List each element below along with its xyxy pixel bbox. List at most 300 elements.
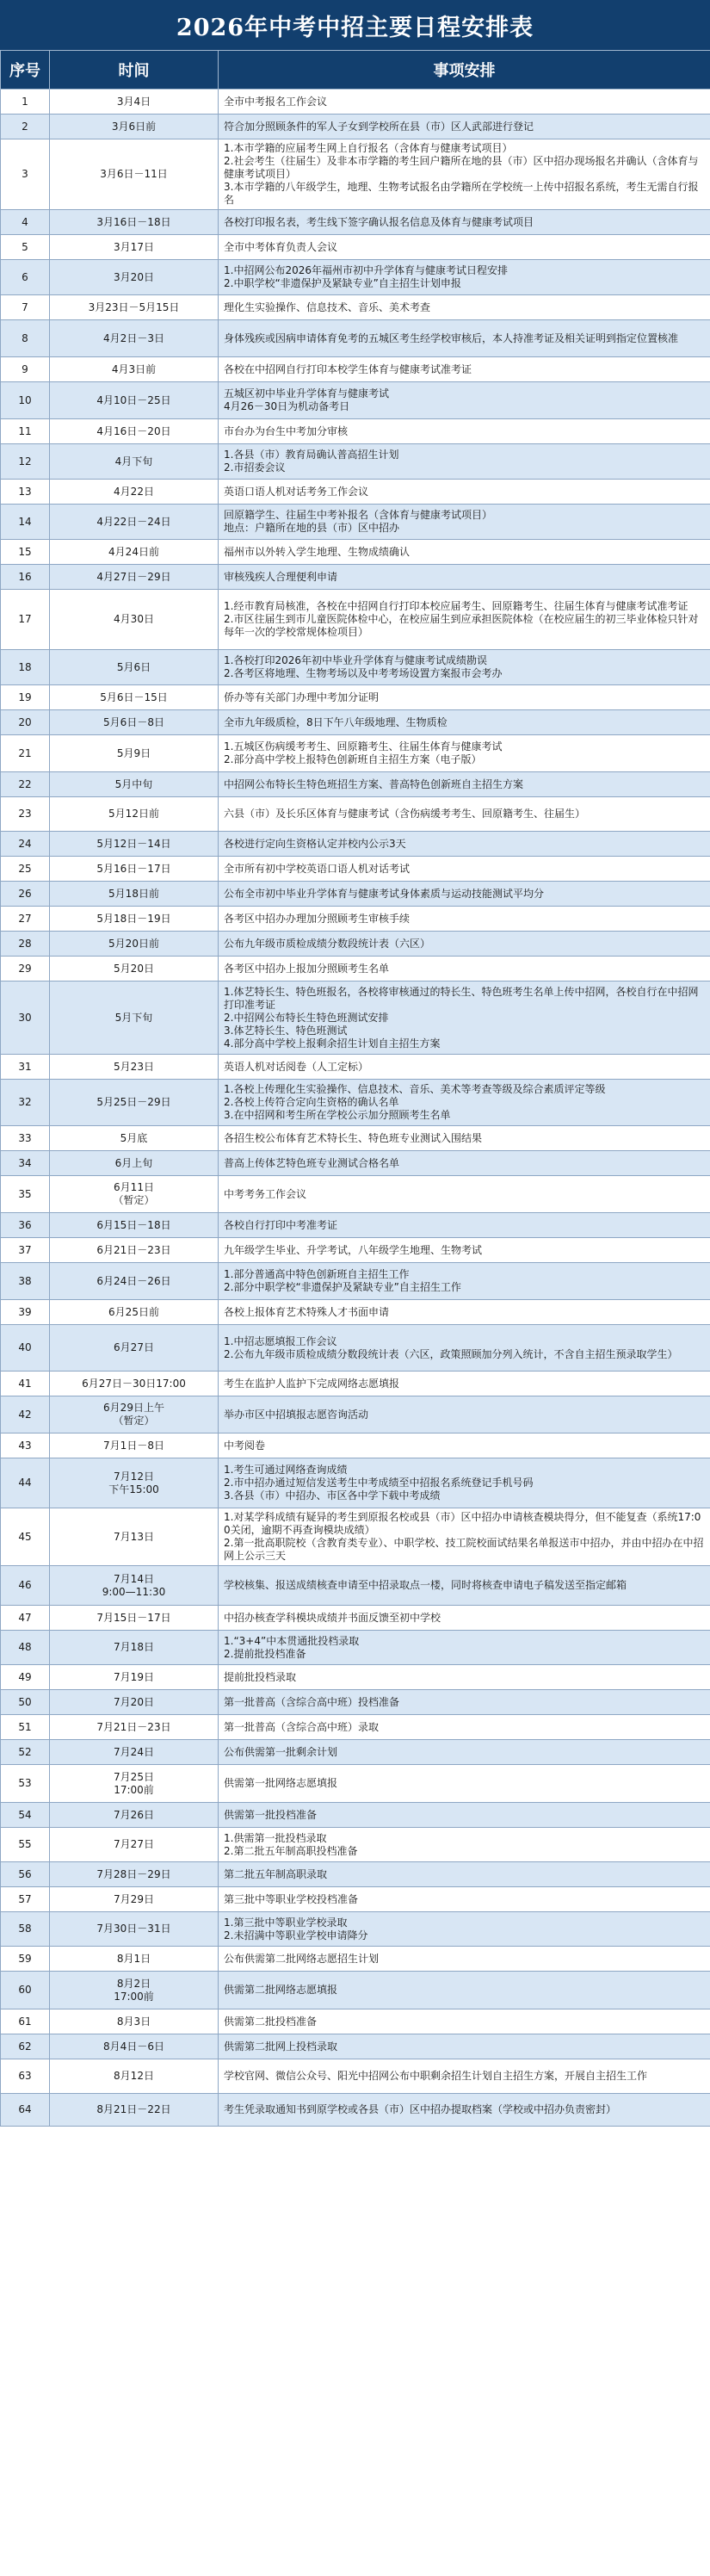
item-line: 2.第一批高职院校（含教育类专业）、中职学校、技工院校面试结果名单报送市中招办，并由中招办在中招网上公示三天 <box>224 1537 704 1562</box>
table-row <box>1 957 710 981</box>
time-line: 17:00前 <box>114 1783 154 1796</box>
row-time <box>50 480 219 505</box>
row-item <box>219 1972 710 2009</box>
item-line: 2.提前批投档准备 <box>224 1647 306 1660</box>
row-item <box>219 139 710 210</box>
time-line: 5月18日－19日 <box>96 912 171 925</box>
row-number: 29 <box>1 957 50 981</box>
table-row <box>1 2059 710 2094</box>
row-item <box>219 320 710 357</box>
item-line: 1.对某学科成绩有疑异的考生到原报名校或县（市）区中招办申请核查模块得分，但不能复查（系统17:00关闭，逾期不再查询模块成绩） <box>224 1511 701 1536</box>
row-number: 39 <box>1 1300 50 1325</box>
row-time <box>50 565 219 590</box>
row-time <box>50 295 219 320</box>
row-number: 17 <box>1 590 50 650</box>
row-item <box>219 357 710 382</box>
row-number: 53 <box>1 1765 50 1803</box>
table-row <box>1 382 710 419</box>
row-time <box>50 685 219 710</box>
row-item <box>219 565 710 590</box>
table-row <box>1 772 710 797</box>
row-time <box>50 857 219 882</box>
item-line: 各招生校公布体育艺术特长生、特色班专业测试入围结果 <box>224 1131 483 1144</box>
row-item <box>219 1803 710 1828</box>
item-line: 2.部分中职学校“非遗保护及紧缺专业”自主招生工作 <box>224 1281 461 1293</box>
time-line: 7月19日 <box>114 1670 154 1683</box>
row-time <box>50 1803 219 1828</box>
time-line: 4月2日－3日 <box>103 331 164 344</box>
row-item <box>219 1263 710 1300</box>
table-row <box>1 1803 710 1828</box>
row-time <box>50 90 219 115</box>
row-item <box>219 90 710 115</box>
row-time <box>50 1715 219 1740</box>
row-time <box>50 1690 219 1715</box>
row-time <box>50 1176 219 1213</box>
row-time <box>50 1055 219 1080</box>
time-line: 5月底 <box>120 1131 148 1144</box>
row-item <box>219 907 710 932</box>
row-number: 12 <box>1 444 50 480</box>
row-time <box>50 1126 219 1151</box>
time-line: 8月2日 <box>116 1977 151 1990</box>
table-row <box>1 357 710 382</box>
row-item <box>219 444 710 480</box>
table-row <box>1 1740 710 1765</box>
item-line: 公布全市初中毕业升学体育与健康考试身体素质与运动技能测试平均分 <box>224 887 545 900</box>
time-line: 4月27日－29日 <box>96 570 171 583</box>
time-line: 5月25日－29日 <box>96 1096 171 1108</box>
time-line: 7月30日－31日 <box>96 1923 171 1935</box>
time-line: 5月20日 <box>114 962 154 975</box>
row-item <box>219 480 710 505</box>
row-item <box>219 1325 710 1372</box>
row-time <box>50 735 219 772</box>
row-time <box>50 650 219 685</box>
row-number: 3 <box>1 139 50 210</box>
page-title: 2026年中考中招主要日程安排表 <box>0 0 710 50</box>
item-line: 4月26－30日为机动备考日 <box>224 400 350 412</box>
table-row <box>1 710 710 735</box>
row-item <box>219 1396 710 1434</box>
table-row <box>1 295 710 320</box>
table-row <box>1 1080 710 1126</box>
row-time <box>50 1665 219 1690</box>
item-line: 公布供需第二批网络志愿招生计划 <box>224 1952 380 1965</box>
item-line: 1.考生可通过网络查询成绩 <box>224 1464 348 1476</box>
item-line: 1.各校打印2026年初中毕业升学体育与健康考试成绩勘误 <box>224 654 487 666</box>
row-number: 25 <box>1 857 50 882</box>
row-item <box>219 1372 710 1396</box>
item-line: 中招办核查学科模块成绩并书面反馈至初中学校 <box>224 1611 441 1624</box>
row-item <box>219 115 710 139</box>
row-number: 13 <box>1 480 50 505</box>
row-number: 51 <box>1 1715 50 1740</box>
time-line: 17:00前 <box>114 1990 154 2003</box>
item-line: 各校自行打印中考准考证 <box>224 1218 338 1231</box>
row-item <box>219 1055 710 1080</box>
table-row <box>1 2034 710 2059</box>
item-line: 1.各县（市）教育局确认普高招生计划 <box>224 449 399 461</box>
item-line: 公布九年级市质检成绩分数段统计表（六区） <box>224 937 431 950</box>
row-item <box>219 685 710 710</box>
time-line: 7月24日 <box>114 1745 154 1758</box>
table-body <box>1 90 710 2127</box>
item-line: 中招网公布特长生特色班招生方案、普高特色创新班自主招生方案 <box>224 777 524 790</box>
item-line: 审核残疾人合理便利申请 <box>224 570 338 583</box>
table-row <box>1 1055 710 1080</box>
row-number: 55 <box>1 1828 50 1862</box>
item-line: 第一批普高（含综合高中班）投档准备 <box>224 1695 400 1708</box>
table-row <box>1 1151 710 1176</box>
table-row <box>1 1508 710 1566</box>
table-row <box>1 1862 710 1887</box>
row-number: 64 <box>1 2094 50 2127</box>
time-line: 5月6日－15日 <box>100 690 168 703</box>
item-line: 六县（市）及长乐区体育与健康考试（含伤病缓考考生、回原籍考生、往届生） <box>224 808 586 820</box>
row-time <box>50 1508 219 1566</box>
item-line: 全市九年级质检，8日下午八年级地理、生物质检 <box>224 715 448 728</box>
item-line: 2.第二批五年制高职投档准备 <box>224 1844 358 1857</box>
row-number: 15 <box>1 540 50 565</box>
time-line: 7月18日 <box>114 1641 154 1653</box>
row-time <box>50 115 219 139</box>
row-item <box>219 210 710 235</box>
row-number: 37 <box>1 1238 50 1263</box>
row-item <box>219 772 710 797</box>
table-row <box>1 565 710 590</box>
row-number: 26 <box>1 882 50 907</box>
item-line: 中考阅卷 <box>224 1439 266 1452</box>
table-row <box>1 857 710 882</box>
table-row <box>1 320 710 357</box>
table-row <box>1 1566 710 1606</box>
row-item <box>219 1508 710 1566</box>
time-line: 9:00—11:30 <box>102 1585 166 1598</box>
row-number: 10 <box>1 382 50 419</box>
item-line: 4.部分高中学校上报剩余招生计划自主招生方案 <box>224 1037 441 1050</box>
row-number: 59 <box>1 1947 50 1972</box>
row-time <box>50 1300 219 1325</box>
row-number: 24 <box>1 832 50 857</box>
table-row <box>1 832 710 857</box>
time-line: 4月16日－20日 <box>96 424 171 437</box>
item-line: 全市中考报名工作会议 <box>224 95 328 108</box>
item-line: 考生凭录取通知书到原学校或各县（市）区中招办提取档案（学校或中招办负责密封） <box>224 2103 617 2115</box>
row-item <box>219 710 710 735</box>
row-item <box>219 797 710 832</box>
table-row <box>1 2094 710 2127</box>
row-time <box>50 1947 219 1972</box>
header-no: 序号 <box>1 51 50 90</box>
row-number: 23 <box>1 797 50 832</box>
item-line: 全市中考体育负责人会议 <box>224 240 338 253</box>
row-number: 4 <box>1 210 50 235</box>
item-line: 回原籍学生、往届生中考补报名（含体育与健康考试项目） <box>224 509 493 521</box>
row-number: 36 <box>1 1213 50 1238</box>
row-item <box>219 1606 710 1631</box>
row-number: 41 <box>1 1372 50 1396</box>
item-line: 各校上报体育艺术特殊人才书面申请 <box>224 1305 390 1318</box>
item-line: 身体残疾或因病申请体育免考的五城区考生经学校审核后，本人持准考证及相关证明到指定位置核准 <box>224 331 679 344</box>
row-number: 57 <box>1 1887 50 1912</box>
row-item <box>219 1238 710 1263</box>
time-line: 3月16日－18日 <box>96 215 171 228</box>
row-number: 62 <box>1 2034 50 2059</box>
item-line: 英语口语人机对话考务工作会议 <box>224 485 369 498</box>
item-line: 2.部分高中学校上报特色创新班自主招生方案（电子版） <box>224 753 482 765</box>
item-line: 第一批普高（含综合高中班）录取 <box>224 1720 380 1733</box>
table-row <box>1 1176 710 1213</box>
table-row <box>1 685 710 710</box>
time-line: 5月9日 <box>116 746 151 759</box>
time-line: 4月10日－25日 <box>96 393 171 406</box>
row-number: 48 <box>1 1631 50 1665</box>
row-number: 28 <box>1 932 50 957</box>
row-item <box>219 590 710 650</box>
time-line: 4月30日 <box>114 613 154 625</box>
time-line: 5月23日 <box>114 1060 154 1073</box>
table-row <box>1 1606 710 1631</box>
item-line: 各校在中招网自行打印本校学生体育与健康考试准考证 <box>224 362 472 375</box>
table-row <box>1 1887 710 1912</box>
row-number: 45 <box>1 1508 50 1566</box>
time-line: 8月1日 <box>116 1952 151 1965</box>
row-number: 40 <box>1 1325 50 1372</box>
row-item <box>219 735 710 772</box>
time-line: 7月15日－17日 <box>96 1611 171 1624</box>
table-row <box>1 1690 710 1715</box>
table-row <box>1 1458 710 1508</box>
item-line: 1.中招志愿填报工作会议 <box>224 1334 337 1347</box>
item-line: 1.供需第一批投档录取 <box>224 1831 327 1844</box>
row-time <box>50 1887 219 1912</box>
row-time <box>50 957 219 981</box>
row-item <box>219 650 710 685</box>
table-row <box>1 540 710 565</box>
item-line: 2.市招委会议 <box>224 461 286 474</box>
time-line: 6月15日－18日 <box>96 1218 171 1231</box>
row-number: 56 <box>1 1862 50 1887</box>
row-item <box>219 382 710 419</box>
item-line: 理化生实验操作、信息技术、音乐、美术考查 <box>224 300 431 313</box>
table-row <box>1 1912 710 1947</box>
row-item <box>219 1740 710 1765</box>
item-line: 供需第一批投档准备 <box>224 1808 318 1821</box>
row-time <box>50 1740 219 1765</box>
time-line: 5月6日 <box>116 660 151 673</box>
row-item <box>219 981 710 1055</box>
row-item <box>219 1566 710 1606</box>
item-line: 2.各考区将地理、生物考场以及中考考场设置方案报市会考办 <box>224 667 503 679</box>
time-line: （暂定） <box>113 1194 155 1206</box>
item-line: 1.五城区伤病缓考考生、回原籍考生、往届生体育与健康考试 <box>224 740 503 752</box>
time-line: 6月29日上午 <box>103 1402 164 1414</box>
item-line: 1.中招网公布2026年福州市初中升学体育与健康考试日程安排 <box>224 264 508 276</box>
row-time <box>50 832 219 857</box>
row-time <box>50 1151 219 1176</box>
item-line: 1.部分普通高中特色创新班自主招生工作 <box>224 1268 410 1280</box>
time-line: 4月下旬 <box>114 455 153 468</box>
row-time <box>50 357 219 382</box>
item-line: 3.体艺特长生、特色班测试 <box>224 1024 348 1037</box>
table-row <box>1 1434 710 1458</box>
item-line: 1.各校上传理化生实验操作、信息技术、音乐、美术等考查等级及综合素质评定等级 <box>224 1083 606 1095</box>
row-number: 2 <box>1 115 50 139</box>
row-time <box>50 1765 219 1803</box>
table-row <box>1 210 710 235</box>
row-number: 33 <box>1 1126 50 1151</box>
row-time <box>50 1828 219 1862</box>
item-line: 1.第三批中等职业学校录取 <box>224 1916 348 1929</box>
table-row <box>1 505 710 540</box>
row-number: 44 <box>1 1458 50 1508</box>
row-item <box>219 2009 710 2034</box>
item-line: 2.社会考生（往届生）及非本市学籍的考生回户籍所在地的县（市）区中招办现场报名并确认（含体育与健康考试项目） <box>224 155 699 180</box>
row-time <box>50 1325 219 1372</box>
time-line: 6月11日 <box>114 1181 154 1193</box>
row-number: 19 <box>1 685 50 710</box>
row-time <box>50 1458 219 1508</box>
item-line: 地点：户籍所在地的县（市）区中招办 <box>224 522 400 534</box>
row-time <box>50 505 219 540</box>
time-line: 7月28日－29日 <box>96 1867 171 1880</box>
row-item <box>219 419 710 444</box>
row-number: 27 <box>1 907 50 932</box>
table-row <box>1 797 710 832</box>
row-item <box>219 1176 710 1213</box>
row-number: 49 <box>1 1665 50 1690</box>
item-line: 供需第二批投档准备 <box>224 2015 318 2028</box>
time-line: 6月27日－30日17:00 <box>82 1377 186 1390</box>
row-time <box>50 882 219 907</box>
item-line: 侨办等有关部门办理中考加分证明 <box>224 690 380 703</box>
row-item <box>219 1300 710 1325</box>
row-time <box>50 1912 219 1947</box>
row-number: 38 <box>1 1263 50 1300</box>
time-line: 8月3日 <box>116 2015 151 2028</box>
item-line: 五城区初中毕业升学体育与健康考试 <box>224 387 390 399</box>
table-row <box>1 1715 710 1740</box>
row-number: 21 <box>1 735 50 772</box>
time-line: 3月6日前 <box>111 120 157 133</box>
row-time <box>50 1396 219 1434</box>
row-number: 32 <box>1 1080 50 1126</box>
time-line: 6月25日前 <box>108 1305 159 1318</box>
table-row <box>1 650 710 685</box>
row-item <box>219 1690 710 1715</box>
table-header-row <box>1 51 710 90</box>
row-item <box>219 1631 710 1665</box>
row-time <box>50 419 219 444</box>
time-line: 5月16日－17日 <box>96 862 171 875</box>
row-item <box>219 1862 710 1887</box>
row-item <box>219 2059 710 2094</box>
item-line: 符合加分照顾条件的军人子女到学校所在县（市）区人武部进行登记 <box>224 120 534 133</box>
time-line: 7月14日 <box>114 1572 154 1585</box>
item-line: 3.在中招网和考生所在学校公示加分照顾考生名单 <box>224 1109 451 1121</box>
row-item <box>219 857 710 882</box>
row-time <box>50 772 219 797</box>
item-line: 公布供需第一批剩余计划 <box>224 1745 338 1758</box>
row-item <box>219 1080 710 1126</box>
row-item <box>219 1887 710 1912</box>
time-line: 7月1日－8日 <box>103 1439 164 1452</box>
row-number: 20 <box>1 710 50 735</box>
item-line: 各考区中招办上报加分照顾考生名单 <box>224 962 390 975</box>
time-line: 4月22日 <box>114 485 154 498</box>
table-row <box>1 139 710 210</box>
item-line: 福州市以外转入学生地理、生物成绩确认 <box>224 545 411 558</box>
time-line: 7月25日 <box>114 1770 154 1783</box>
row-time <box>50 320 219 357</box>
row-number: 11 <box>1 419 50 444</box>
time-line: 8月4日－6日 <box>103 2040 164 2053</box>
item-line: 各考区中招办办理加分照顾考生审核手续 <box>224 912 411 925</box>
item-line: 1.体艺特长生、特色班报名，各校将审核通过的特长生、特色班考生名单上传中招网，各校自行在中招网打印准考证 <box>224 985 699 1011</box>
table-row <box>1 1828 710 1862</box>
time-line: 3月23日－5月15日 <box>88 300 180 313</box>
row-item <box>219 1458 710 1508</box>
row-item <box>219 957 710 981</box>
row-number: 7 <box>1 295 50 320</box>
time-line: 6月上旬 <box>114 1156 153 1169</box>
row-number: 16 <box>1 565 50 590</box>
time-line: 5月6日－8日 <box>103 715 164 728</box>
row-item <box>219 932 710 957</box>
table-row <box>1 1238 710 1263</box>
row-item <box>219 1912 710 1947</box>
row-number: 6 <box>1 260 50 295</box>
row-item <box>219 1151 710 1176</box>
row-number: 5 <box>1 235 50 260</box>
row-number: 61 <box>1 2009 50 2034</box>
table-row <box>1 115 710 139</box>
item-line: 供需第二批网上投档录取 <box>224 2040 338 2053</box>
table-row <box>1 1396 710 1434</box>
row-time <box>50 1862 219 1887</box>
table-row <box>1 1325 710 1372</box>
table-row <box>1 1213 710 1238</box>
item-line: 第三批中等职业学校投档准备 <box>224 1892 359 1905</box>
row-time <box>50 2094 219 2127</box>
table-row <box>1 480 710 505</box>
row-time <box>50 1972 219 2009</box>
table-row <box>1 981 710 1055</box>
item-line: 各校打印报名表，考生线下签字确认报名信息及体育与健康考试项目 <box>224 215 534 228</box>
row-time <box>50 590 219 650</box>
row-time <box>50 1606 219 1631</box>
item-line: 普高上传体艺特色班专业测试合格名单 <box>224 1156 400 1169</box>
time-line: 6月24日－26日 <box>96 1274 171 1287</box>
row-time <box>50 1263 219 1300</box>
row-number: 42 <box>1 1396 50 1434</box>
row-item <box>219 1665 710 1690</box>
header-time: 时间 <box>50 51 219 90</box>
row-number: 43 <box>1 1434 50 1458</box>
item-line: 2.中职学校“非遗保护及紧缺专业”自主招生计划申报 <box>224 277 461 289</box>
row-time <box>50 444 219 480</box>
row-time <box>50 981 219 1055</box>
table-row <box>1 260 710 295</box>
time-line: 6月27日 <box>114 1341 154 1353</box>
table-row <box>1 419 710 444</box>
row-time <box>50 1238 219 1263</box>
row-time <box>50 907 219 932</box>
time-line: 5月12日前 <box>108 808 159 820</box>
row-item <box>219 260 710 295</box>
row-time <box>50 2059 219 2094</box>
